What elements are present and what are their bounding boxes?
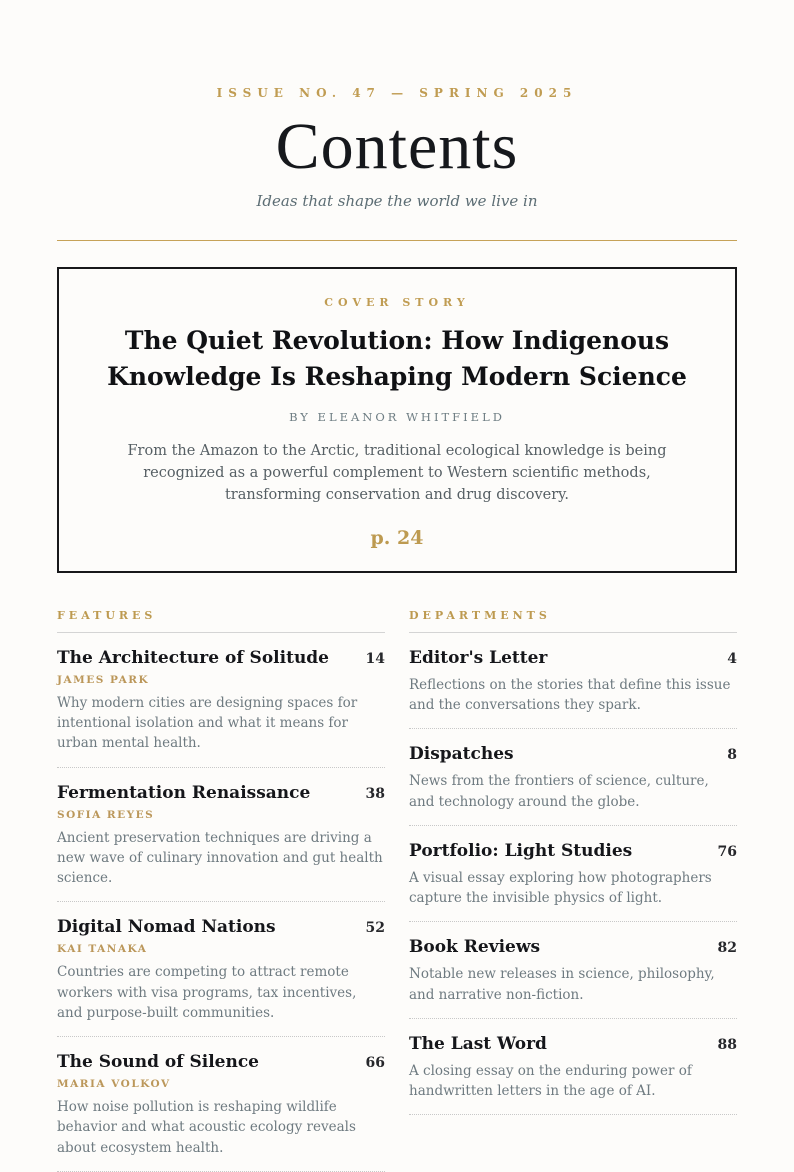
feature-page-number: 14 [365, 650, 385, 667]
department-title: Editor's Letter [409, 647, 548, 668]
department-description: A visual essay exploring how photographers capture the invisible physics of light. [409, 869, 712, 907]
feature-author: SOFIA REYES [57, 808, 155, 821]
department-title: The Last Word [409, 1033, 547, 1054]
department-description: News from the frontiers of science, culture, and technology around the globe. [409, 773, 709, 810]
department-item [409, 826, 737, 923]
department-page-number: 76 [717, 843, 737, 860]
departments-section [409, 609, 737, 1172]
page-title: Contents [275, 110, 519, 183]
department-item-head [409, 1034, 737, 1054]
department-page-number: 4 [727, 650, 737, 667]
feature-page-number: 52 [365, 920, 385, 937]
feature-title: The Architecture of Solitude [57, 647, 329, 668]
department-page-number: 82 [717, 940, 737, 957]
cover-story-byline: BY ELEANOR WHITFIELD [289, 409, 505, 424]
feature-author: JAMES PARK [57, 673, 150, 686]
department-item-head [409, 744, 737, 764]
department-page-number: 88 [717, 1036, 737, 1053]
department-title: Book Reviews [409, 937, 541, 958]
gold-divider [57, 240, 737, 241]
department-item-head [409, 937, 737, 957]
department-item [409, 729, 737, 826]
department-page-number: 8 [727, 747, 737, 764]
feature-description: Why modern cities are designing spaces for intentional isolation and what it means for urban mental health. [57, 694, 358, 752]
feature-author: MARIA VOLKOV [57, 1078, 171, 1091]
department-description: Reflections on the stories that define this issue and the conversations they spark. [409, 676, 731, 714]
cover-story-description: From the Amazon to the Arctic, traditional ecological knowledge is being recognized as a powerful complement to Western scientific methods, transforming conservation and drug discovery. [127, 442, 667, 504]
department-item-head [409, 648, 737, 668]
contents-page [57, 0, 737, 1172]
feature-title: Fermentation Renaissance [57, 782, 311, 803]
department-title: Dispatches [409, 744, 514, 765]
feature-description: Ancient preservation techniques are driving a new wave of culinary innovation and gut health science. [57, 829, 383, 887]
department-description: Notable new releases in science, philosophy, and narrative non-fiction. [409, 966, 715, 1003]
department-item [409, 633, 737, 730]
feature-page-number: 66 [365, 1055, 385, 1072]
cover-story-box [57, 267, 737, 573]
features-section [57, 609, 385, 1172]
features-list [57, 633, 385, 1172]
cover-story-label: COVER STORY [324, 296, 470, 309]
feature-item-head [57, 783, 385, 803]
feature-item [57, 768, 385, 903]
feature-description: Countries are competing to attract remote workers with visa programs, tax incentives, and purpose-built communities. [57, 964, 357, 1021]
department-item [409, 922, 737, 1019]
feature-item [57, 1037, 385, 1172]
feature-description: How noise pollution is reshaping wildlife behavior and what acoustic ecology reveals about ecosystem health. [57, 1099, 356, 1156]
issue-line: ISSUE NO. 47 — SPRING 2025 [216, 86, 578, 100]
feature-title: Digital Nomad Nations [57, 917, 276, 938]
feature-item-head [57, 917, 385, 937]
feature-author: KAI TANAKA [57, 943, 148, 956]
feature-item [57, 633, 385, 768]
features-section-label: FEATURES [57, 609, 385, 633]
page-subtitle: Ideas that shape the world we live in [256, 192, 538, 210]
departments-list [409, 633, 737, 1116]
masthead [57, 86, 737, 210]
department-description: A closing essay on the enduring power of handwritten letters in the age of AI. [409, 1062, 692, 1100]
cover-story-page-number: p. 24 [370, 526, 424, 549]
departments-section-label: DEPARTMENTS [409, 609, 737, 633]
feature-page-number: 38 [365, 785, 385, 802]
department-title: Portfolio: Light Studies [409, 840, 633, 861]
department-item-head [409, 841, 737, 861]
feature-item [57, 902, 385, 1037]
cover-story-title: The Quiet Revolution: How Indigenous Knowledge Is Reshaping Modern Science [107, 326, 687, 392]
feature-item-head [57, 1052, 385, 1072]
feature-title: The Sound of Silence [57, 1052, 259, 1073]
toc-columns [57, 609, 737, 1172]
feature-item-head [57, 648, 385, 668]
department-item [409, 1019, 737, 1116]
